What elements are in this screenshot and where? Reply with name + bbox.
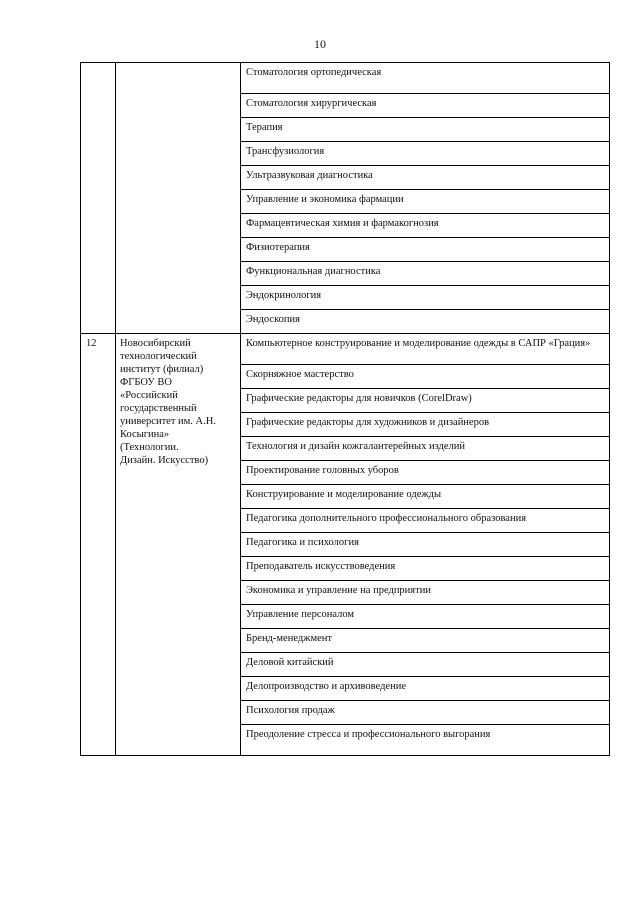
- row-number: [81, 63, 115, 66]
- program-cell: [241, 214, 610, 238]
- program-name: Стоматология хирургическая: [246, 98, 377, 109]
- program-name: Психология продаж: [246, 705, 335, 716]
- program-cell: [241, 437, 610, 461]
- program-name: Стоматология ортопедическая: [246, 67, 382, 78]
- organization-line: Дизайн. Искусство): [120, 455, 209, 466]
- programs-table: [80, 62, 610, 756]
- program-name: Компьютерное конструирование и моделирование одежды в САПР «Грация»: [246, 338, 591, 349]
- program-cell: [241, 389, 610, 413]
- program-name: Технология и дизайн кожгалантерейных изделий: [246, 441, 466, 452]
- program-name: Управление и экономика фармации: [246, 194, 404, 205]
- program-name: Функциональная диагностика: [246, 266, 381, 277]
- program-cell: [241, 118, 610, 142]
- program-name: Эндокринология: [246, 290, 322, 301]
- program-cell: [241, 166, 610, 190]
- program-name: Преодоление стресса и профессионального выгорания: [246, 729, 491, 740]
- program-cell: [241, 413, 610, 437]
- organization-line: Косыгина»: [120, 429, 170, 440]
- program-cell: [241, 461, 610, 485]
- program-name: Педагогика дополнительного профессионального образования: [246, 513, 527, 524]
- row-number-cell: [81, 334, 116, 756]
- program-name: Фармацевтическая химия и фармакогнозия: [246, 218, 439, 229]
- organization-line: Новосибирский: [120, 338, 191, 349]
- program-name: Проектирование головных уборов: [246, 465, 399, 476]
- program-name: Педагогика и психология: [246, 537, 359, 548]
- program-name: Экономика и управление на предприятии: [246, 585, 431, 596]
- program-name: Конструирование и моделирование одежды: [246, 489, 442, 500]
- program-name: Преподаватель искусствоведения: [246, 561, 396, 572]
- program-cell: [241, 262, 610, 286]
- organization-cell: [116, 334, 241, 756]
- organization-line: государственный: [120, 403, 197, 414]
- program-cell: [241, 629, 610, 653]
- organization-line: (Технологии.: [120, 442, 179, 453]
- program-name: Трансфузиология: [246, 146, 325, 157]
- organization-line: технологический: [120, 351, 197, 362]
- program-name: Бренд-менеджмент: [246, 633, 332, 644]
- program-cell: [241, 190, 610, 214]
- program-cell: [241, 677, 610, 701]
- program-name: Деловой китайский: [246, 657, 334, 668]
- program-name: Ультразвуковая диагностика: [246, 170, 373, 181]
- program-cell: [241, 605, 610, 629]
- table-row: [81, 334, 610, 365]
- programs-table-body: [81, 63, 610, 756]
- organization-line: «Российский: [120, 390, 178, 401]
- program-name: Управление персоналом: [246, 609, 355, 620]
- table-row: [81, 63, 610, 94]
- organization-line: институт (филиал): [120, 364, 204, 375]
- program-cell: [241, 725, 610, 756]
- program-name: Физиотерапия: [246, 242, 310, 253]
- row-number-cell: [81, 63, 116, 334]
- program-name: Скорняжное мастерство: [246, 369, 354, 380]
- program-cell: [241, 533, 610, 557]
- program-cell: [241, 238, 610, 262]
- program-cell: [241, 365, 610, 389]
- program-cell: [241, 557, 610, 581]
- program-cell: [241, 142, 610, 166]
- program-cell: [241, 310, 610, 334]
- program-name: Графические редакторы для художников и дизайнеров: [246, 417, 490, 428]
- program-cell: [241, 509, 610, 533]
- page-number: 10: [314, 37, 326, 51]
- program-name: Графические редакторы для новичков (CorelDraw): [246, 393, 472, 404]
- organization-line: университет им. А.Н.: [120, 416, 216, 427]
- program-cell: [241, 94, 610, 118]
- program-name: Эндоскопия: [246, 314, 300, 325]
- row-number: 12: [86, 338, 97, 349]
- program-name: Терапия: [246, 122, 283, 133]
- organization-name: [116, 334, 240, 467]
- program-cell: [241, 286, 610, 310]
- program-cell: [241, 701, 610, 725]
- program-cell: [241, 63, 610, 94]
- program-cell: [241, 485, 610, 509]
- program-cell: [241, 334, 610, 365]
- organization-cell: [116, 63, 241, 334]
- program-cell: [241, 581, 610, 605]
- organization-line: ФГБОУ ВО: [120, 377, 172, 388]
- program-cell: [241, 653, 610, 677]
- program-name: Делопроизводство и архивоведение: [246, 681, 406, 692]
